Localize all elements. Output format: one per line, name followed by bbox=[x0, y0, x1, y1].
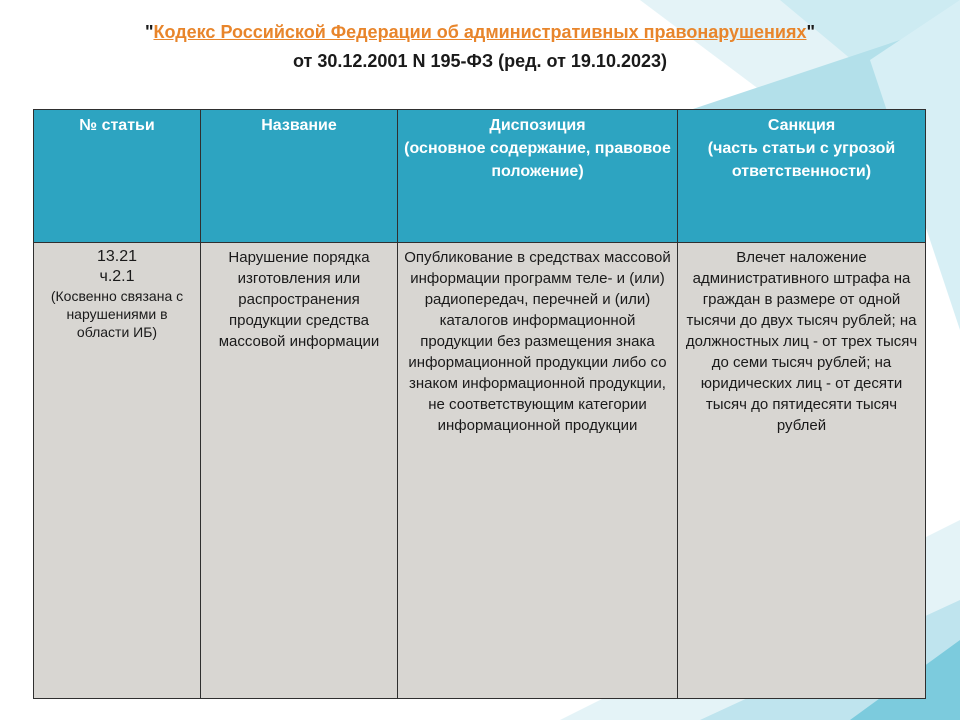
title-quote-open: " bbox=[144, 22, 154, 42]
cell-name: Нарушение порядка изготовления или распространения продукции средства массовой информации bbox=[201, 243, 398, 699]
law-table bbox=[33, 109, 926, 699]
slide-title bbox=[0, 18, 960, 76]
table-header-row bbox=[34, 110, 926, 243]
title-line bbox=[0, 18, 960, 46]
header-article-number: № статьи bbox=[34, 110, 201, 243]
table-row bbox=[34, 243, 926, 699]
title-quote-close: " bbox=[806, 22, 816, 42]
cell-article bbox=[34, 243, 201, 699]
article-note: (Косвенно связана с нарушениями в области ИБ) bbox=[50, 288, 184, 340]
cell-disposition: Опубликование в средствах массовой информации программ теле- и (или) радиопередач, перечней и (или) каталогов информационной продукции без размещения знака информационной продукции либо со знаком информационной продукции, не соответствующим категории информационной продукции bbox=[398, 243, 678, 699]
cell-sanction: Влечет наложение административного штрафа на граждан в размере от одной тысячи до двух тысяч рублей; на должностных лиц - от трех тысяч до семи тысяч рублей; на юридических лиц - от десяти тысяч до пятидесяти тысяч рублей bbox=[678, 243, 926, 699]
header-name: Название bbox=[201, 110, 398, 243]
code-name-link[interactable]: Кодекс Российской Федерации об административных правонарушениях bbox=[153, 22, 807, 42]
header-disposition: Диспозиция (основное содержание, правовое положение) bbox=[398, 110, 678, 243]
header-sanction: Санкция (часть статьи с угрозой ответственности) bbox=[678, 110, 926, 243]
title-subtitle: от 30.12.2001 N 195-ФЗ (ред. от 19.10.2023) bbox=[293, 51, 667, 71]
article-number: 13.21 bbox=[96, 248, 138, 265]
article-part: ч.2.1 bbox=[99, 268, 135, 285]
